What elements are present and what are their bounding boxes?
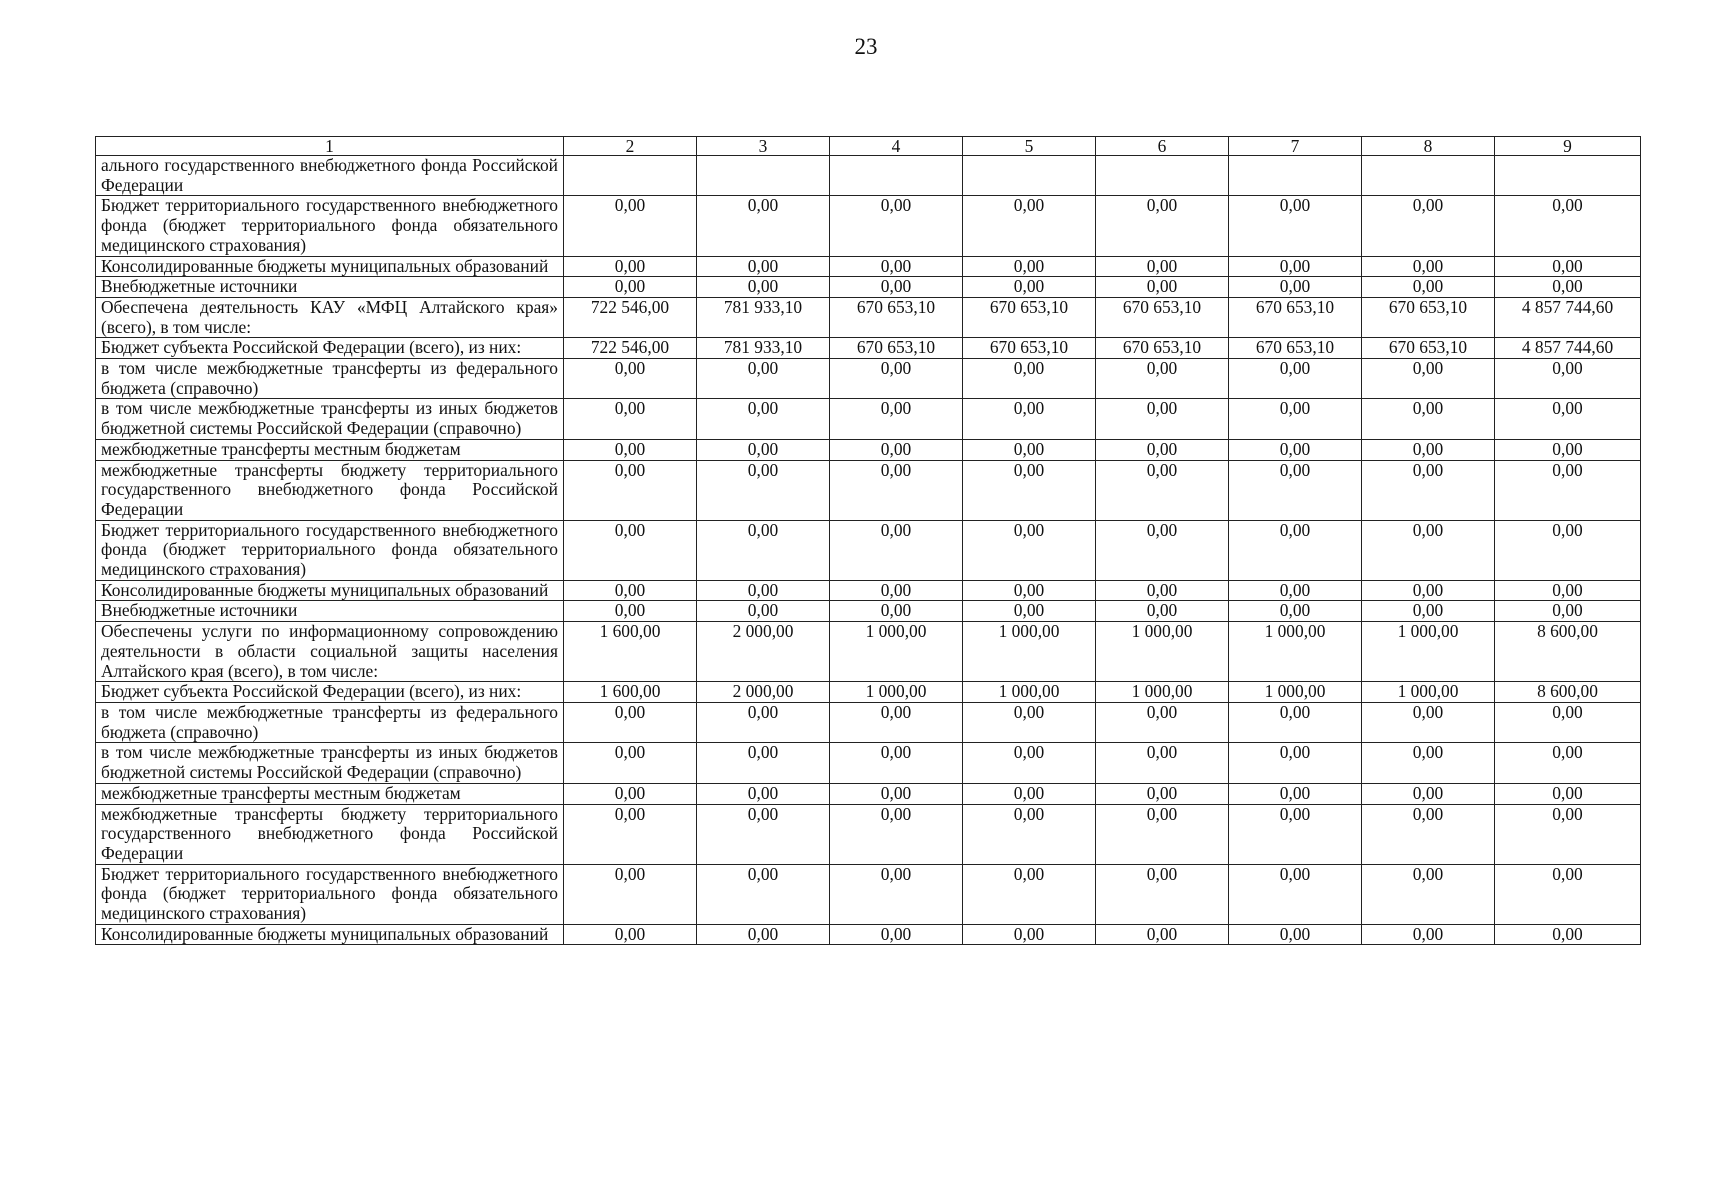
amount-cell: 0,00 bbox=[697, 864, 830, 924]
amount-cell bbox=[1362, 156, 1495, 196]
column-number: 5 bbox=[963, 137, 1096, 156]
amount-cell: 0,00 bbox=[1229, 399, 1362, 439]
table-row bbox=[96, 520, 1641, 580]
amount-cell: 0,00 bbox=[564, 196, 697, 256]
amount-cell: 0,00 bbox=[697, 804, 830, 864]
amount-cell: 0,00 bbox=[564, 804, 697, 864]
amount-cell: 0,00 bbox=[1229, 783, 1362, 804]
amount-cell: 0,00 bbox=[963, 743, 1096, 783]
row-label: Бюджет субъекта Российской Федерации (всего), из них: bbox=[96, 338, 564, 359]
amount-cell: 0,00 bbox=[697, 460, 830, 520]
table-row bbox=[96, 256, 1641, 277]
row-label: в том числе межбюджетные трансферты из федерального бюджета (справочно) bbox=[96, 359, 564, 399]
row-label: в том числе межбюджетные трансферты из иных бюджетов бюджетной системы Российской Федерации (справочно) bbox=[96, 743, 564, 783]
row-label: межбюджетные трансферты бюджету территориального государственного внебюджетного фонда Российской Федерации bbox=[96, 804, 564, 864]
amount-cell: 0,00 bbox=[564, 924, 697, 945]
amount-cell: 1 000,00 bbox=[1362, 622, 1495, 682]
amount-cell: 0,00 bbox=[830, 804, 963, 864]
row-label: Консолидированные бюджеты муниципальных образований bbox=[96, 924, 564, 945]
amount-cell: 0,00 bbox=[564, 256, 697, 277]
table-row bbox=[96, 743, 1641, 783]
amount-cell: 0,00 bbox=[1229, 580, 1362, 601]
amount-cell: 4 857 744,60 bbox=[1495, 338, 1641, 359]
column-number: 9 bbox=[1495, 137, 1641, 156]
row-label: Обеспечены услуги по информационному сопровождению деятельности в области социальной защиты населения Алтайского края (всего), в том числе: bbox=[96, 622, 564, 682]
amount-cell: 0,00 bbox=[963, 277, 1096, 298]
amount-cell: 0,00 bbox=[1362, 196, 1495, 256]
amount-cell: 1 600,00 bbox=[564, 622, 697, 682]
column-number-row bbox=[96, 137, 1641, 156]
amount-cell: 1 000,00 bbox=[1362, 682, 1495, 703]
amount-cell: 670 653,10 bbox=[1362, 297, 1495, 337]
amount-cell: 670 653,10 bbox=[1096, 297, 1229, 337]
table-row bbox=[96, 338, 1641, 359]
amount-cell: 0,00 bbox=[1229, 804, 1362, 864]
amount-cell: 670 653,10 bbox=[963, 297, 1096, 337]
amount-cell: 0,00 bbox=[1096, 864, 1229, 924]
row-label: ального государственного внебюджетного фонда Российской Федерации bbox=[96, 156, 564, 196]
amount-cell: 0,00 bbox=[963, 580, 1096, 601]
amount-cell: 0,00 bbox=[963, 804, 1096, 864]
amount-cell: 781 933,10 bbox=[697, 297, 830, 337]
amount-cell: 0,00 bbox=[1229, 460, 1362, 520]
amount-cell: 0,00 bbox=[1096, 783, 1229, 804]
table-row bbox=[96, 580, 1641, 601]
amount-cell: 0,00 bbox=[963, 783, 1096, 804]
table-row bbox=[96, 277, 1641, 298]
amount-cell bbox=[1096, 156, 1229, 196]
amount-cell: 0,00 bbox=[1495, 460, 1641, 520]
amount-cell: 0,00 bbox=[697, 256, 830, 277]
amount-cell: 1 600,00 bbox=[564, 682, 697, 703]
table-row bbox=[96, 924, 1641, 945]
amount-cell: 0,00 bbox=[1096, 804, 1229, 864]
amount-cell: 4 857 744,60 bbox=[1495, 297, 1641, 337]
table-row bbox=[96, 804, 1641, 864]
row-label: межбюджетные трансферты бюджету территориального государственного внебюджетного фонда Российской Федерации bbox=[96, 460, 564, 520]
amount-cell: 0,00 bbox=[963, 924, 1096, 945]
amount-cell: 0,00 bbox=[830, 580, 963, 601]
column-number: 1 bbox=[96, 137, 564, 156]
table-row bbox=[96, 460, 1641, 520]
amount-cell: 1 000,00 bbox=[1229, 622, 1362, 682]
amount-cell: 0,00 bbox=[1229, 196, 1362, 256]
amount-cell: 0,00 bbox=[1229, 864, 1362, 924]
amount-cell: 0,00 bbox=[963, 359, 1096, 399]
amount-cell: 722 546,00 bbox=[564, 338, 697, 359]
amount-cell: 8 600,00 bbox=[1495, 682, 1641, 703]
amount-cell: 0,00 bbox=[1096, 924, 1229, 945]
amount-cell: 0,00 bbox=[1495, 580, 1641, 601]
amount-cell: 0,00 bbox=[1229, 743, 1362, 783]
amount-cell: 0,00 bbox=[1096, 399, 1229, 439]
amount-cell: 2 000,00 bbox=[697, 622, 830, 682]
amount-cell bbox=[963, 156, 1096, 196]
amount-cell: 0,00 bbox=[697, 743, 830, 783]
amount-cell: 0,00 bbox=[1362, 520, 1495, 580]
amount-cell: 0,00 bbox=[1362, 783, 1495, 804]
amount-cell: 0,00 bbox=[1096, 439, 1229, 460]
amount-cell: 0,00 bbox=[1362, 804, 1495, 864]
table-row bbox=[96, 702, 1641, 742]
amount-cell: 0,00 bbox=[1229, 601, 1362, 622]
amount-cell bbox=[1229, 156, 1362, 196]
amount-cell: 0,00 bbox=[697, 702, 830, 742]
amount-cell: 1 000,00 bbox=[830, 682, 963, 703]
amount-cell: 1 000,00 bbox=[963, 622, 1096, 682]
amount-cell: 0,00 bbox=[1362, 439, 1495, 460]
amount-cell: 0,00 bbox=[697, 277, 830, 298]
amount-cell: 0,00 bbox=[564, 399, 697, 439]
amount-cell: 0,00 bbox=[1495, 601, 1641, 622]
amount-cell: 0,00 bbox=[963, 439, 1096, 460]
amount-cell: 0,00 bbox=[564, 743, 697, 783]
amount-cell: 0,00 bbox=[1096, 520, 1229, 580]
amount-cell: 0,00 bbox=[830, 743, 963, 783]
amount-cell: 0,00 bbox=[830, 783, 963, 804]
amount-cell bbox=[1495, 156, 1641, 196]
amount-cell: 0,00 bbox=[564, 277, 697, 298]
amount-cell: 0,00 bbox=[830, 864, 963, 924]
amount-cell: 0,00 bbox=[1362, 256, 1495, 277]
amount-cell: 0,00 bbox=[830, 460, 963, 520]
table-row bbox=[96, 682, 1641, 703]
amount-cell: 0,00 bbox=[830, 196, 963, 256]
table-row bbox=[96, 601, 1641, 622]
amount-cell: 0,00 bbox=[1362, 702, 1495, 742]
amount-cell: 0,00 bbox=[830, 439, 963, 460]
amount-cell: 0,00 bbox=[830, 601, 963, 622]
row-label: Бюджет территориального государственного внебюджетного фонда (бюджет территориального фонда обязательного медицинского страхования) bbox=[96, 864, 564, 924]
column-number: 6 bbox=[1096, 137, 1229, 156]
amount-cell: 0,00 bbox=[697, 783, 830, 804]
amount-cell: 0,00 bbox=[564, 359, 697, 399]
row-label: Консолидированные бюджеты муниципальных образований bbox=[96, 580, 564, 601]
amount-cell: 0,00 bbox=[1495, 864, 1641, 924]
amount-cell: 0,00 bbox=[1096, 196, 1229, 256]
column-number: 2 bbox=[564, 137, 697, 156]
amount-cell: 1 000,00 bbox=[1229, 682, 1362, 703]
amount-cell: 0,00 bbox=[697, 601, 830, 622]
amount-cell: 0,00 bbox=[697, 580, 830, 601]
amount-cell: 0,00 bbox=[1495, 277, 1641, 298]
amount-cell: 0,00 bbox=[830, 256, 963, 277]
table-row bbox=[96, 783, 1641, 804]
table-row bbox=[96, 359, 1641, 399]
amount-cell: 670 653,10 bbox=[830, 297, 963, 337]
table-row bbox=[96, 297, 1641, 337]
amount-cell: 0,00 bbox=[564, 601, 697, 622]
amount-cell: 0,00 bbox=[1495, 439, 1641, 460]
amount-cell: 0,00 bbox=[1229, 277, 1362, 298]
amount-cell: 1 000,00 bbox=[963, 682, 1096, 703]
amount-cell: 0,00 bbox=[1096, 256, 1229, 277]
amount-cell: 0,00 bbox=[1229, 520, 1362, 580]
column-number: 3 bbox=[697, 137, 830, 156]
row-label: Внебюджетные источники bbox=[96, 277, 564, 298]
budget-table bbox=[95, 136, 1641, 945]
row-label: в том числе межбюджетные трансферты из иных бюджетов бюджетной системы Российской Федерации (справочно) bbox=[96, 399, 564, 439]
amount-cell: 0,00 bbox=[830, 359, 963, 399]
amount-cell: 0,00 bbox=[564, 702, 697, 742]
table-body bbox=[96, 137, 1641, 945]
amount-cell: 0,00 bbox=[1362, 277, 1495, 298]
row-label: Бюджет субъекта Российской Федерации (всего), из них: bbox=[96, 682, 564, 703]
amount-cell: 0,00 bbox=[1362, 460, 1495, 520]
amount-cell: 0,00 bbox=[963, 864, 1096, 924]
amount-cell: 0,00 bbox=[1229, 439, 1362, 460]
amount-cell: 0,00 bbox=[564, 580, 697, 601]
amount-cell: 0,00 bbox=[697, 439, 830, 460]
amount-cell: 0,00 bbox=[963, 196, 1096, 256]
amount-cell: 0,00 bbox=[830, 924, 963, 945]
column-number: 8 bbox=[1362, 137, 1495, 156]
amount-cell: 0,00 bbox=[1362, 580, 1495, 601]
amount-cell: 670 653,10 bbox=[963, 338, 1096, 359]
row-label: Бюджет территориального государственного внебюджетного фонда (бюджет территориального фонда обязательного медицинского страхования) bbox=[96, 196, 564, 256]
amount-cell: 0,00 bbox=[1362, 601, 1495, 622]
amount-cell: 1 000,00 bbox=[1096, 622, 1229, 682]
amount-cell: 0,00 bbox=[564, 439, 697, 460]
amount-cell: 0,00 bbox=[1495, 783, 1641, 804]
amount-cell: 670 653,10 bbox=[1229, 297, 1362, 337]
amount-cell: 0,00 bbox=[1495, 804, 1641, 864]
amount-cell: 0,00 bbox=[830, 702, 963, 742]
amount-cell bbox=[830, 156, 963, 196]
amount-cell: 0,00 bbox=[1229, 924, 1362, 945]
amount-cell: 0,00 bbox=[564, 864, 697, 924]
amount-cell: 0,00 bbox=[1362, 864, 1495, 924]
table-row bbox=[96, 196, 1641, 256]
amount-cell: 0,00 bbox=[1495, 702, 1641, 742]
amount-cell: 0,00 bbox=[1096, 743, 1229, 783]
amount-cell: 0,00 bbox=[1096, 702, 1229, 742]
amount-cell: 0,00 bbox=[697, 359, 830, 399]
column-number: 7 bbox=[1229, 137, 1362, 156]
amount-cell: 1 000,00 bbox=[830, 622, 963, 682]
amount-cell: 0,00 bbox=[1362, 743, 1495, 783]
amount-cell: 670 653,10 bbox=[1229, 338, 1362, 359]
amount-cell: 0,00 bbox=[1096, 277, 1229, 298]
amount-cell bbox=[564, 156, 697, 196]
column-number: 4 bbox=[830, 137, 963, 156]
amount-cell: 0,00 bbox=[830, 399, 963, 439]
amount-cell: 0,00 bbox=[564, 783, 697, 804]
amount-cell: 0,00 bbox=[1495, 399, 1641, 439]
amount-cell: 0,00 bbox=[963, 256, 1096, 277]
row-label: Обеспечена деятельность КАУ «МФЦ Алтайского края» (всего), в том числе: bbox=[96, 297, 564, 337]
amount-cell: 670 653,10 bbox=[830, 338, 963, 359]
amount-cell: 0,00 bbox=[697, 196, 830, 256]
amount-cell: 0,00 bbox=[1495, 743, 1641, 783]
table-row bbox=[96, 864, 1641, 924]
amount-cell: 0,00 bbox=[564, 520, 697, 580]
amount-cell: 0,00 bbox=[1495, 359, 1641, 399]
amount-cell: 0,00 bbox=[1495, 256, 1641, 277]
amount-cell: 0,00 bbox=[1362, 924, 1495, 945]
amount-cell: 0,00 bbox=[1096, 601, 1229, 622]
row-label: Внебюджетные источники bbox=[96, 601, 564, 622]
amount-cell: 8 600,00 bbox=[1495, 622, 1641, 682]
amount-cell: 0,00 bbox=[1495, 924, 1641, 945]
table-row bbox=[96, 156, 1641, 196]
amount-cell: 0,00 bbox=[1495, 520, 1641, 580]
amount-cell: 0,00 bbox=[697, 399, 830, 439]
row-label: Бюджет территориального государственного внебюджетного фонда (бюджет территориального фонда обязательного медицинского страхования) bbox=[96, 520, 564, 580]
amount-cell: 0,00 bbox=[1362, 399, 1495, 439]
amount-cell: 670 653,10 bbox=[1096, 338, 1229, 359]
amount-cell: 0,00 bbox=[1362, 359, 1495, 399]
amount-cell: 0,00 bbox=[963, 399, 1096, 439]
amount-cell: 0,00 bbox=[1096, 359, 1229, 399]
amount-cell bbox=[697, 156, 830, 196]
amount-cell: 0,00 bbox=[963, 601, 1096, 622]
amount-cell: 0,00 bbox=[1229, 702, 1362, 742]
row-label: межбюджетные трансферты местным бюджетам bbox=[96, 783, 564, 804]
amount-cell: 0,00 bbox=[697, 520, 830, 580]
row-label: межбюджетные трансферты местным бюджетам bbox=[96, 439, 564, 460]
amount-cell: 0,00 bbox=[830, 277, 963, 298]
amount-cell: 670 653,10 bbox=[1362, 338, 1495, 359]
table-row bbox=[96, 439, 1641, 460]
row-label: Консолидированные бюджеты муниципальных образований bbox=[96, 256, 564, 277]
amount-cell: 0,00 bbox=[564, 460, 697, 520]
page-number: 23 bbox=[854, 34, 878, 59]
table-row bbox=[96, 399, 1641, 439]
table-row bbox=[96, 622, 1641, 682]
row-label: в том числе межбюджетные трансферты из федерального бюджета (справочно) bbox=[96, 702, 564, 742]
amount-cell: 722 546,00 bbox=[564, 297, 697, 337]
amount-cell: 0,00 bbox=[963, 520, 1096, 580]
amount-cell: 0,00 bbox=[1096, 580, 1229, 601]
amount-cell: 1 000,00 bbox=[1096, 682, 1229, 703]
amount-cell: 0,00 bbox=[1229, 256, 1362, 277]
amount-cell: 0,00 bbox=[697, 924, 830, 945]
amount-cell: 0,00 bbox=[830, 520, 963, 580]
amount-cell: 0,00 bbox=[1096, 460, 1229, 520]
amount-cell: 0,00 bbox=[963, 702, 1096, 742]
amount-cell: 0,00 bbox=[963, 460, 1096, 520]
amount-cell: 781 933,10 bbox=[697, 338, 830, 359]
amount-cell: 2 000,00 bbox=[697, 682, 830, 703]
amount-cell: 0,00 bbox=[1495, 196, 1641, 256]
amount-cell: 0,00 bbox=[1229, 359, 1362, 399]
